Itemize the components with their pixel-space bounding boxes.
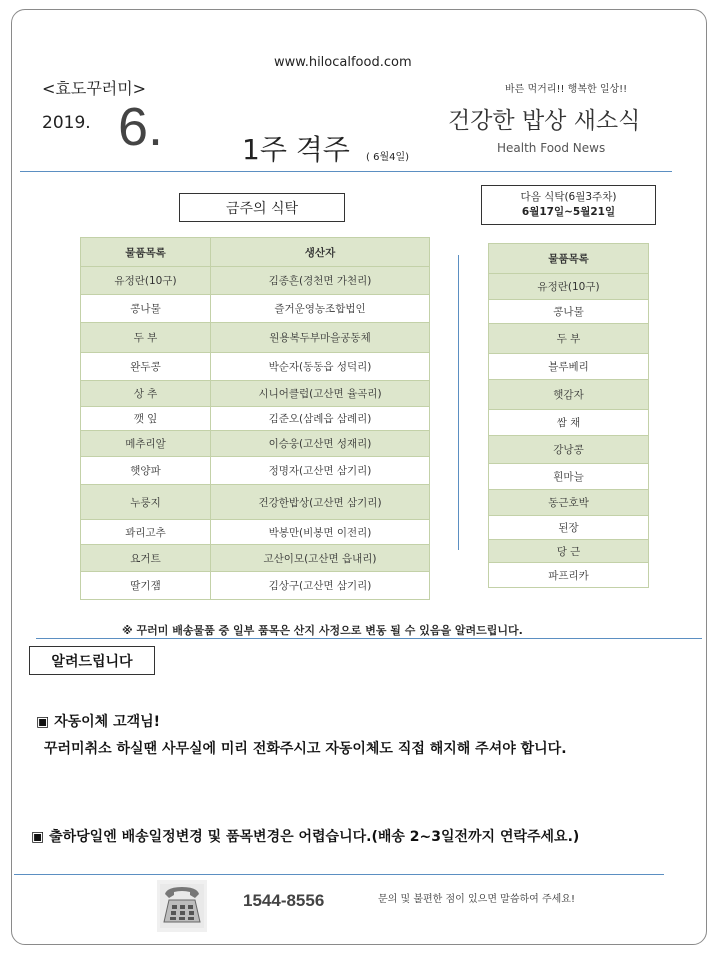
item-cell: 꽈리고추	[81, 520, 211, 545]
table-row	[81, 520, 430, 545]
table-row	[81, 431, 430, 457]
table-row	[489, 436, 649, 464]
next-week-title: 다음 식탁(6월3주차)	[520, 191, 617, 203]
item-cell: 상 추	[81, 381, 211, 407]
table-row	[81, 267, 430, 295]
website-url[interactable]: www.hilocalfood.com	[274, 55, 412, 70]
item-cell: 당 근	[489, 540, 649, 563]
autopay-title: ▣ 자동이체 고객님!	[36, 714, 161, 730]
item-cell: 동근호박	[489, 490, 649, 516]
table-row	[489, 490, 649, 516]
item-cell: 파프리카	[489, 563, 649, 588]
item-cell: 딸기잼	[81, 572, 211, 600]
producer-cell: 원용복두부마을공동체	[211, 323, 430, 353]
announcement-label: 알려드립니다	[29, 646, 155, 675]
slogan: 바른 먹거리!! 행복한 일상!!	[505, 84, 628, 95]
item-cell: 누룽지	[81, 485, 211, 520]
item-cell: 햇양파	[81, 457, 211, 485]
item-cell: 메추리알	[81, 431, 211, 457]
producer-cell: 박봉만(비봉면 이전리)	[211, 520, 430, 545]
producer-cell: 김상구(고산면 삼기리)	[211, 572, 430, 600]
this-week-table	[80, 237, 430, 600]
item-cell: 두 부	[489, 324, 649, 354]
table-row	[81, 323, 430, 353]
table-row	[81, 353, 430, 381]
contact-message: 문의 및 불편한 점이 있으면 말씀하여 주세요!	[378, 894, 575, 905]
header-divider	[20, 171, 672, 172]
table-row	[489, 380, 649, 410]
item-cell: 햇감자	[489, 380, 649, 410]
item-cell: 두 부	[81, 323, 211, 353]
substitution-notice: ※ 꾸러미 배송물품 중 일부 품목은 산지 사정으로 변동 될 수 있음을 알려드립니다.	[122, 624, 523, 637]
column-header-producer: 생산자	[211, 238, 430, 267]
item-cell: 콩나물	[81, 295, 211, 323]
this-week-label: 금주의 식탁	[179, 193, 345, 222]
table-row	[489, 300, 649, 324]
week-date: ( 6월4일)	[366, 152, 410, 163]
next-week-label	[481, 185, 656, 225]
producer-cell: 즐거운영농조합법인	[211, 295, 430, 323]
item-cell: 흰마늘	[489, 464, 649, 490]
brand-name: <효도꾸러미>	[42, 79, 147, 98]
item-cell: 블루베리	[489, 354, 649, 380]
table-row	[81, 545, 430, 572]
item-cell: 쌈 채	[489, 410, 649, 436]
producer-cell: 이승웅(고산면 성재리)	[211, 431, 430, 457]
item-cell: 강낭콩	[489, 436, 649, 464]
next-week-table	[488, 243, 649, 588]
item-cell: 완두콩	[81, 353, 211, 381]
item-cell: 콩나물	[489, 300, 649, 324]
item-cell: 깻 잎	[81, 407, 211, 431]
table-row	[489, 324, 649, 354]
producer-cell: 고산이모(고산면 읍내리)	[211, 545, 430, 572]
table-row	[81, 381, 430, 407]
telephone-icon	[157, 880, 207, 932]
table-row	[81, 295, 430, 323]
footer-divider	[14, 874, 664, 875]
phone-number[interactable]: 1544-8556	[243, 891, 325, 910]
table-row	[489, 354, 649, 380]
column-header-item: 물품목록	[81, 238, 211, 267]
producer-cell: 건강한밥상(고산면 삼기리)	[211, 485, 430, 520]
table-row	[489, 274, 649, 300]
column-header-item: 물품목록	[489, 244, 649, 274]
table-row	[489, 410, 649, 436]
table-row	[81, 572, 430, 600]
news-title: 건강한 밥상 새소식	[448, 108, 641, 134]
issue-month: 6.	[118, 97, 164, 157]
producer-cell: 김준오(삼례읍 삼례리)	[211, 407, 430, 431]
item-cell: 된장	[489, 516, 649, 540]
item-cell: 요거트	[81, 545, 211, 572]
autopay-body: 꾸러미취소 하실땐 사무실에 미리 전화주시고 자동이체도 직접 해지해 주셔야 합니다.	[44, 741, 567, 757]
table-row	[489, 540, 649, 563]
table-row	[81, 407, 430, 431]
item-cell: 유정란(10구)	[81, 267, 211, 295]
producer-cell: 박순자(동동읍 성덕리)	[211, 353, 430, 381]
column-divider	[458, 255, 459, 550]
producer-cell: 김종흔(경천면 가천리)	[211, 267, 430, 295]
table-row	[81, 485, 430, 520]
table-row	[489, 464, 649, 490]
table-row	[489, 563, 649, 588]
news-subtitle: Health Food News	[497, 141, 606, 155]
notice-divider	[36, 638, 702, 639]
next-week-dates: 6월17일~5월21일	[521, 206, 616, 218]
shipping-notice: ▣ 출하당일엔 배송일정변경 및 품목변경은 어렵습니다.(배송 2~3일전까지 연락주세요.)	[31, 829, 580, 845]
producer-cell: 정명자(고산면 삼기리)	[211, 457, 430, 485]
table-row	[81, 457, 430, 485]
producer-cell: 시니어클럽(고산면 율곡리)	[211, 381, 430, 407]
issue-year: 2019.	[42, 113, 91, 133]
table-row	[489, 516, 649, 540]
week-title: 1주 격주	[242, 133, 350, 166]
item-cell: 유정란(10구)	[489, 274, 649, 300]
